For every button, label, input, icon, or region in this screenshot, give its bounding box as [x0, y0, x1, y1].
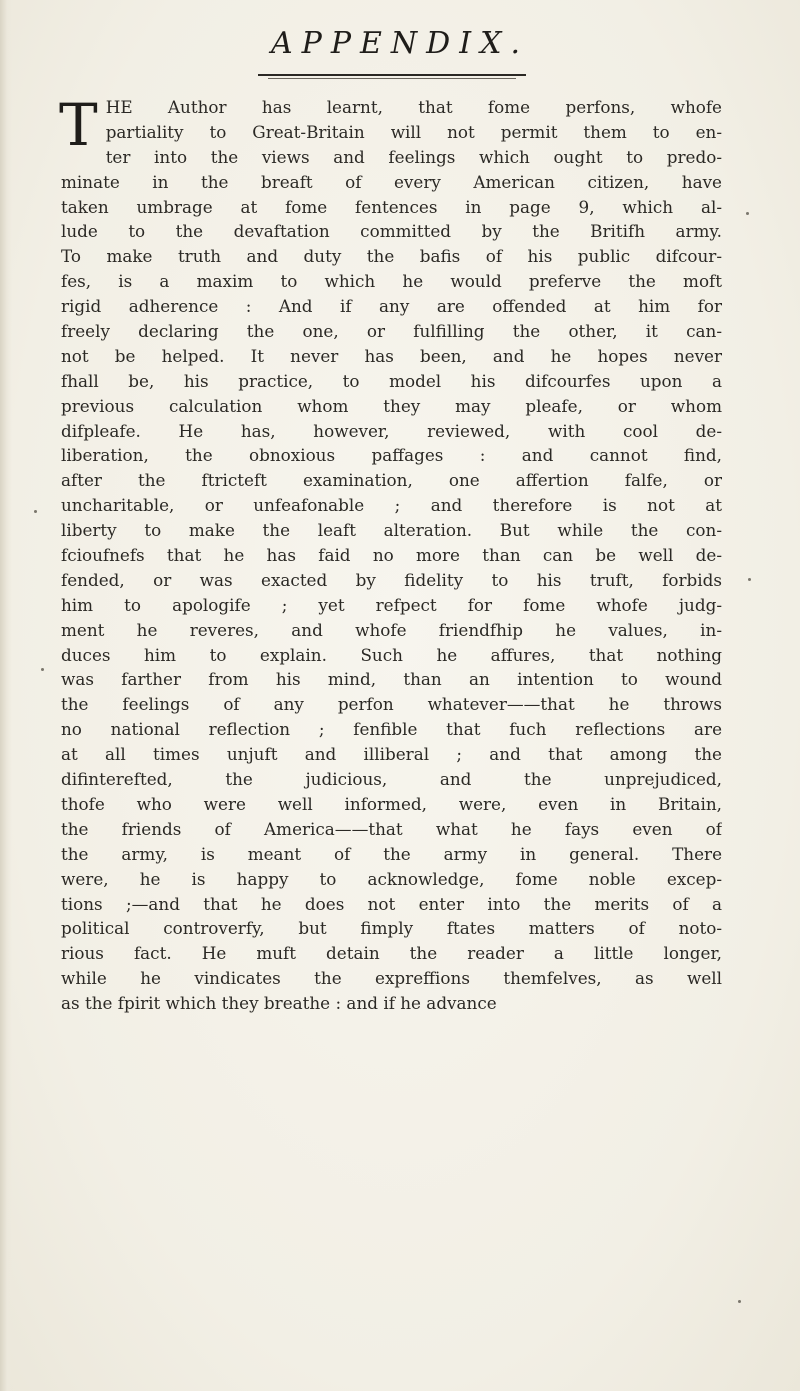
margin-speck [738, 1300, 741, 1303]
text-line: after the ftricteft examination, one affertion falfe, or [61, 470, 722, 491]
page-binding-edge [0, 0, 12, 1391]
text-line: as the fpirit which they breathe : and if he advance [61, 993, 497, 1014]
text-line: lude to the devaftation committed by the Britifh army. [61, 221, 722, 242]
margin-speck [746, 212, 749, 215]
text-line: fes, is a maxim to which he would preferve the moft [61, 271, 722, 292]
text-line: partiality to Great-Britain will not permit them to en- [105, 121, 722, 142]
text-line: thofe who were well informed, were, even in Britain, [61, 793, 722, 814]
text-line: To make truth and duty the bafis of his public difcour- [61, 246, 722, 267]
text-line: liberty to make the leaft alteration. But while the con- [61, 520, 722, 541]
text-line: while he vindicates the expreffions themfelves, as well [61, 968, 722, 989]
text-line: fended, or was exacted by fidelity to his truft, forbids [61, 569, 722, 590]
margin-speck [34, 510, 37, 513]
body-text [59, 91, 722, 1016]
text-line: were, he is happy to acknowledge, fome noble excep- [61, 868, 722, 889]
text-line: rigid adherence : And if any are offended at him for [61, 296, 722, 317]
text-line: liberation, the obnoxious paffages : and cannot find, [61, 445, 722, 466]
margin-speck [41, 668, 44, 671]
text-line: no national reflection ; fenfible that fuch reflections are [61, 719, 722, 740]
text-line: the friends of America——that what he fays even of [61, 818, 722, 839]
text-line: him to apologife ; yet refpect for fome whofe judg- [61, 594, 722, 615]
text-line: the feelings of any perfon whatever——that he throws [61, 694, 722, 715]
text-line: duces him to explain. Such he affures, that nothing [61, 644, 722, 665]
drop-cap: T [59, 91, 98, 159]
text-line: ment he reveres, and whofe friendfhip he values, in- [61, 619, 722, 640]
text-line: fhall be, his practice, to model his difcourfes upon a [61, 370, 722, 391]
text-line: difpleafe. He has, however, reviewed, with cool de- [61, 420, 722, 441]
text-line: uncharitable, or unfeafonable ; and therefore is not at [61, 495, 722, 516]
text-line: freely declaring the one, or fulfilling the other, it can- [61, 321, 722, 342]
text-line: taken umbrage at fome fentences in page 9, which al- [61, 196, 722, 217]
text-line: the army, is meant of the army in general. There [61, 843, 722, 864]
text-line: difinterefted, the judicious, and the unprejudiced, [61, 769, 722, 790]
text-line: was farther from his mind, than an intention to wound [61, 669, 722, 690]
text-line: minate in the breaft of every American citizen, have [61, 171, 722, 192]
text-line: at all times unjuft and illiberal ; and that among the [61, 744, 722, 765]
text-line: rious fact. He muft detain the reader a little longer, [61, 943, 722, 964]
text-line: tions ;—and that he does not enter into the merits of a [61, 893, 722, 914]
text-line: fcioufnefs that he has faid no more than can be well de- [61, 545, 722, 566]
text-line: political controverfy, but fimply ftates matters of noto- [61, 918, 722, 939]
text-line: previous calculation whom they may pleafe, or whom [61, 395, 722, 416]
margin-speck [748, 578, 751, 581]
page-heading: APPENDIX. [271, 26, 529, 61]
text-line: HE Author has learnt, that fome perfons, whofe [105, 97, 722, 117]
text-line: ter into the views and feelings which ought to predo- [105, 146, 722, 167]
text-line: not be helped. It never has been, and he hopes never [61, 345, 722, 366]
heading-rule-thin [268, 78, 516, 79]
heading-rule [258, 74, 526, 76]
